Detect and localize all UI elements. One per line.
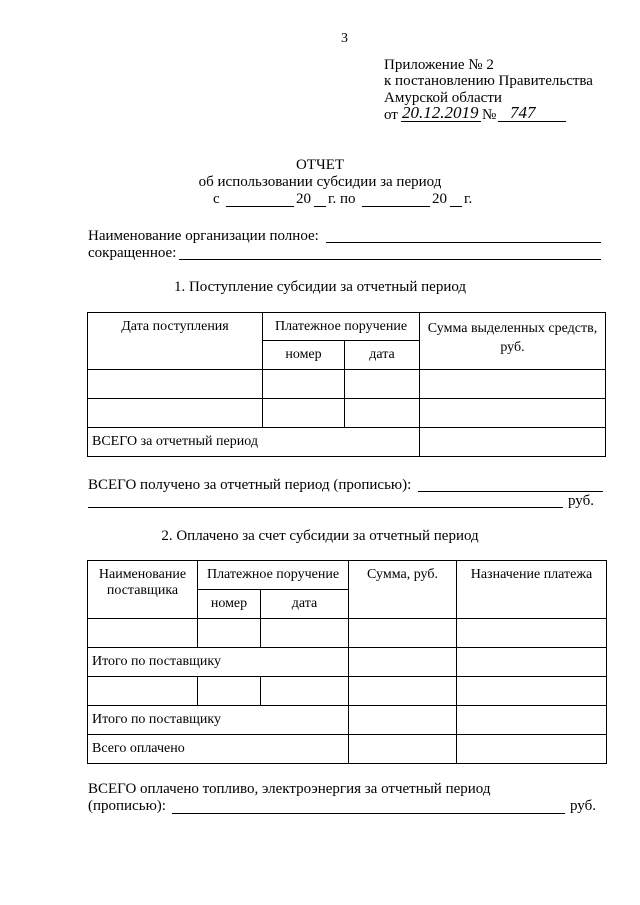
total-row xyxy=(88,735,607,764)
period-year-line-1 xyxy=(314,206,326,207)
appendix-number-label: № xyxy=(482,107,497,123)
col-header-order-date: дата xyxy=(345,341,420,370)
period-from-label: с xyxy=(213,191,220,207)
subtotal-label-1: Итого по поставщику xyxy=(88,648,349,677)
org-full-name-line xyxy=(326,242,601,243)
total-row-label: ВСЕГО за отчетный период xyxy=(88,428,420,457)
col-header-allocated-sum: Сумма выделенных средств, руб. xyxy=(420,313,606,370)
org-short-name-label: сокращенное: xyxy=(88,245,177,261)
table-row xyxy=(88,399,606,428)
received-total-line-2 xyxy=(88,507,563,508)
subtotal-label-2: Итого по поставщику xyxy=(88,706,349,735)
col-header-order-number: номер xyxy=(198,590,261,619)
received-total-line-1 xyxy=(418,491,603,492)
received-total-label: ВСЕГО получено за отчетный период (прописью): xyxy=(88,477,412,493)
report-title: ОТЧЕТ xyxy=(295,157,345,173)
appendix-line-1: Приложение № 2 xyxy=(384,57,494,73)
appendix-number-handwritten: 747 xyxy=(510,103,536,122)
fuel-paid-label-2: (прописью): xyxy=(88,798,166,814)
period-from-date-line xyxy=(226,206,294,207)
section1-heading: 1. Поступление субсидии за отчетный период xyxy=(173,279,467,295)
payments-table xyxy=(87,560,607,764)
col-header-order-date: дата xyxy=(261,590,349,619)
received-rub-label: руб. xyxy=(568,493,594,509)
fuel-paid-label: ВСЕГО оплачено топливо, электроэнергия за отчетный период xyxy=(88,781,491,797)
table-row xyxy=(88,619,607,648)
col-header-receipt-date: Дата поступления xyxy=(88,313,263,370)
col-header-sum: Сумма, руб. xyxy=(349,561,457,619)
table-row xyxy=(88,370,606,399)
subtotal-row xyxy=(88,706,607,735)
fuel-rub-label: руб. xyxy=(570,798,596,814)
section2-heading: 2. Оплачено за счет субсидии за отчетный период xyxy=(161,528,479,544)
col-header-payment-order: Платежное поручение xyxy=(263,313,420,341)
appendix-line-2: к постановлению Правительства xyxy=(384,73,593,89)
col-header-order-number: номер xyxy=(263,341,345,370)
total-paid-label: Всего оплачено xyxy=(88,735,349,764)
appendix-line-3: Амурской области xyxy=(384,90,502,106)
page-number: 3 xyxy=(341,31,348,46)
period-to-label: г. по xyxy=(328,191,356,207)
org-full-name-label: Наименование организации полное: xyxy=(88,228,319,244)
table-row xyxy=(88,677,607,706)
org-short-name-line xyxy=(179,259,601,260)
col-header-purpose: Назначение платежа xyxy=(457,561,607,619)
fuel-paid-line xyxy=(172,813,565,814)
appendix-date-handwritten: 20.12.2019 xyxy=(402,103,479,122)
period-year-prefix-1: 20 xyxy=(296,191,311,207)
col-header-supplier: Наименование поставщика xyxy=(88,561,198,619)
report-subtitle: об использовании субсидии за период xyxy=(198,174,442,190)
period-end-label: г. xyxy=(464,191,473,207)
subtotal-row xyxy=(88,648,607,677)
appendix-from-label: от xyxy=(384,107,398,123)
period-year-line-2 xyxy=(450,206,462,207)
period-year-prefix-2: 20 xyxy=(432,191,447,207)
period-to-date-line xyxy=(362,206,430,207)
total-row xyxy=(88,428,606,457)
col-header-payment-order: Платежное поручение xyxy=(198,561,349,590)
receipts-table xyxy=(87,312,606,457)
